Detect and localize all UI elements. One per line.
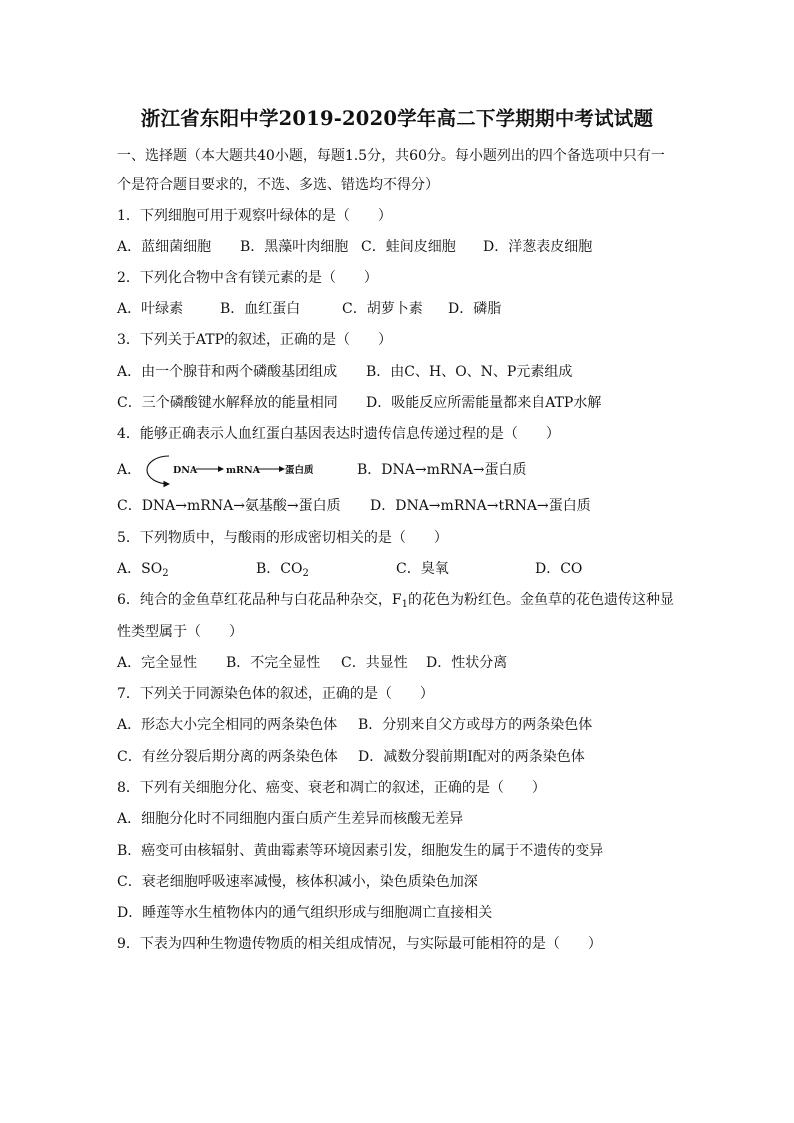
q5-option-c: C．臭氧 [396,561,449,577]
section-instructions-line2: 个是符合题目要求的，不选、多选、错选均不得分） [117,177,439,193]
q2-option-c: C．胡萝卜素 [342,301,423,317]
q4-diagram-mrna: mRNA [226,465,261,476]
q3-option-a: A．由一个腺苷和两个磷酸基团组成 [117,364,338,380]
q2-option-b: B．血红蛋白 [220,301,301,317]
q6-option-a: A．完全显性 [117,655,198,671]
q5-option-a-text: A．SO [117,561,163,577]
question-1-stem: 1．下列细胞可用于观察叶绿体的是（ ） [117,208,392,224]
q6-stem-subscript: 1 [401,599,408,610]
q5-option-a-subscript: 2 [162,568,169,579]
q1-option-b: B．黑藻叶肉细胞 [240,239,349,255]
q3-option-b: B．由C、H、O、N、P元素组成 [366,364,573,380]
q8-option-a: A．细胞分化时不同细胞内蛋白质产生差异而核酸无差异 [117,811,464,827]
q6-option-c: C．共显性 [341,655,408,671]
question-6-options [117,653,507,673]
q6-stem-pre: 6．纯合的金鱼草红花品种与白花品种杂交，F [117,592,402,608]
q8-option-d: D．睡莲等水生植物体内的通气组织形成与细胞凋亡直接相关 [117,905,493,921]
q2-option-d: D．磷脂 [448,301,502,317]
question-3-options-row1 [117,362,572,382]
question-4-stem: 4．能够正确表示人血红蛋白基因表达时遗传信息传递过程的是（ ） [117,426,560,442]
question-4-options-row2 [117,496,591,516]
question-9-stem: 9．下表为四种生物遗传物质的相关组成情况，与实际最可能相符的是（ ） [117,936,602,952]
q5-option-d: D．CO [535,561,583,577]
q1-option-a: A．蓝细菌细胞 [117,239,212,255]
q4-option-a-label: A． [117,462,142,478]
q5-option-a [117,559,256,579]
q8-option-c: C．衰老细胞呼吸速率减慢，核体积减小，染色质染色加深 [117,874,478,890]
question-3-options-row2 [117,393,601,413]
q3-option-c: C．三个磷酸键水解释放的能量相同 [117,395,338,411]
q1-option-d: D．洋葱表皮细胞 [483,239,593,255]
question-2-stem: 2．下列化合物中含有镁元素的是（ ） [117,270,378,286]
q6-stem-post: 的花色为粉红色。金鱼草的花色遗传这种显 [408,592,674,608]
question-6-stem-line1 [117,590,674,610]
question-3-stem: 3．下列关于ATP的叙述，正确的是（ ） [117,332,393,348]
q5-option-b-subscript: 2 [302,568,309,579]
q4-diagram-dna: DNA [173,465,198,476]
q1-option-c: C．蛙间皮细胞 [361,239,456,255]
q7-option-c: C．有丝分裂后期分离的两条染色体 [117,749,338,765]
q6-option-d: D．性状分离 [426,655,508,671]
q3-option-d: D．吸能反应所需能量都来自ATP水解 [366,395,602,411]
section-instructions-line1: 一、选择题（本大题共40小题，每题1.5分，共60分。每小题列出的四个备选项中只有一 [117,148,665,164]
question-5-options [117,559,582,579]
question-2-options [117,299,501,319]
page-title: 浙江省东阳中学2019-2020学年高二下学期期中考试试题 [140,107,654,130]
replication-loop-arrow [147,456,169,484]
question-7-stem: 7．下列关于同源染色体的叙述，正确的是（ ） [117,686,434,702]
q4-option-c: C．DNA→mRNA→氨基酸→蛋白质 [117,498,341,514]
q4-option-b: B．DNA→mRNA→蛋白质 [357,462,527,478]
question-5-stem: 5．下列物质中，与酸雨的形成密切相关的是（ ） [117,530,448,546]
q4-option-d: D．DNA→mRNA→tRNA→蛋白质 [370,498,591,514]
q6-option-b: B．不完全显性 [226,655,321,671]
question-7-options-row2 [117,747,585,767]
q2-option-a: A．叶绿素 [117,301,184,317]
q7-option-a: A．形态大小完全相同的两条染色体 [117,717,338,733]
q4-option-a-diagram [143,452,323,488]
q5-option-b [256,559,396,579]
question-1-options [117,237,592,257]
q8-option-b: B．癌变可由核辐射、黄曲霉素等环境因素引发，细胞发生的属于不遗传的变异 [117,843,604,859]
q7-option-d: D．减数分裂前期Ⅰ配对的两条染色体 [358,749,585,765]
question-7-options-row1 [117,715,592,735]
q7-option-b: B．分别来自父方或母方的两条染色体 [358,717,593,733]
q4-diagram-protein: 蛋白质 [285,465,314,476]
q5-option-b-text: B．CO [256,561,303,577]
question-6-stem-line2: 性类型属于（ ） [117,624,243,640]
question-8-stem: 8．下列有关细胞分化、癌变、衰老和凋亡的叙述，正确的是（ ） [117,780,546,796]
